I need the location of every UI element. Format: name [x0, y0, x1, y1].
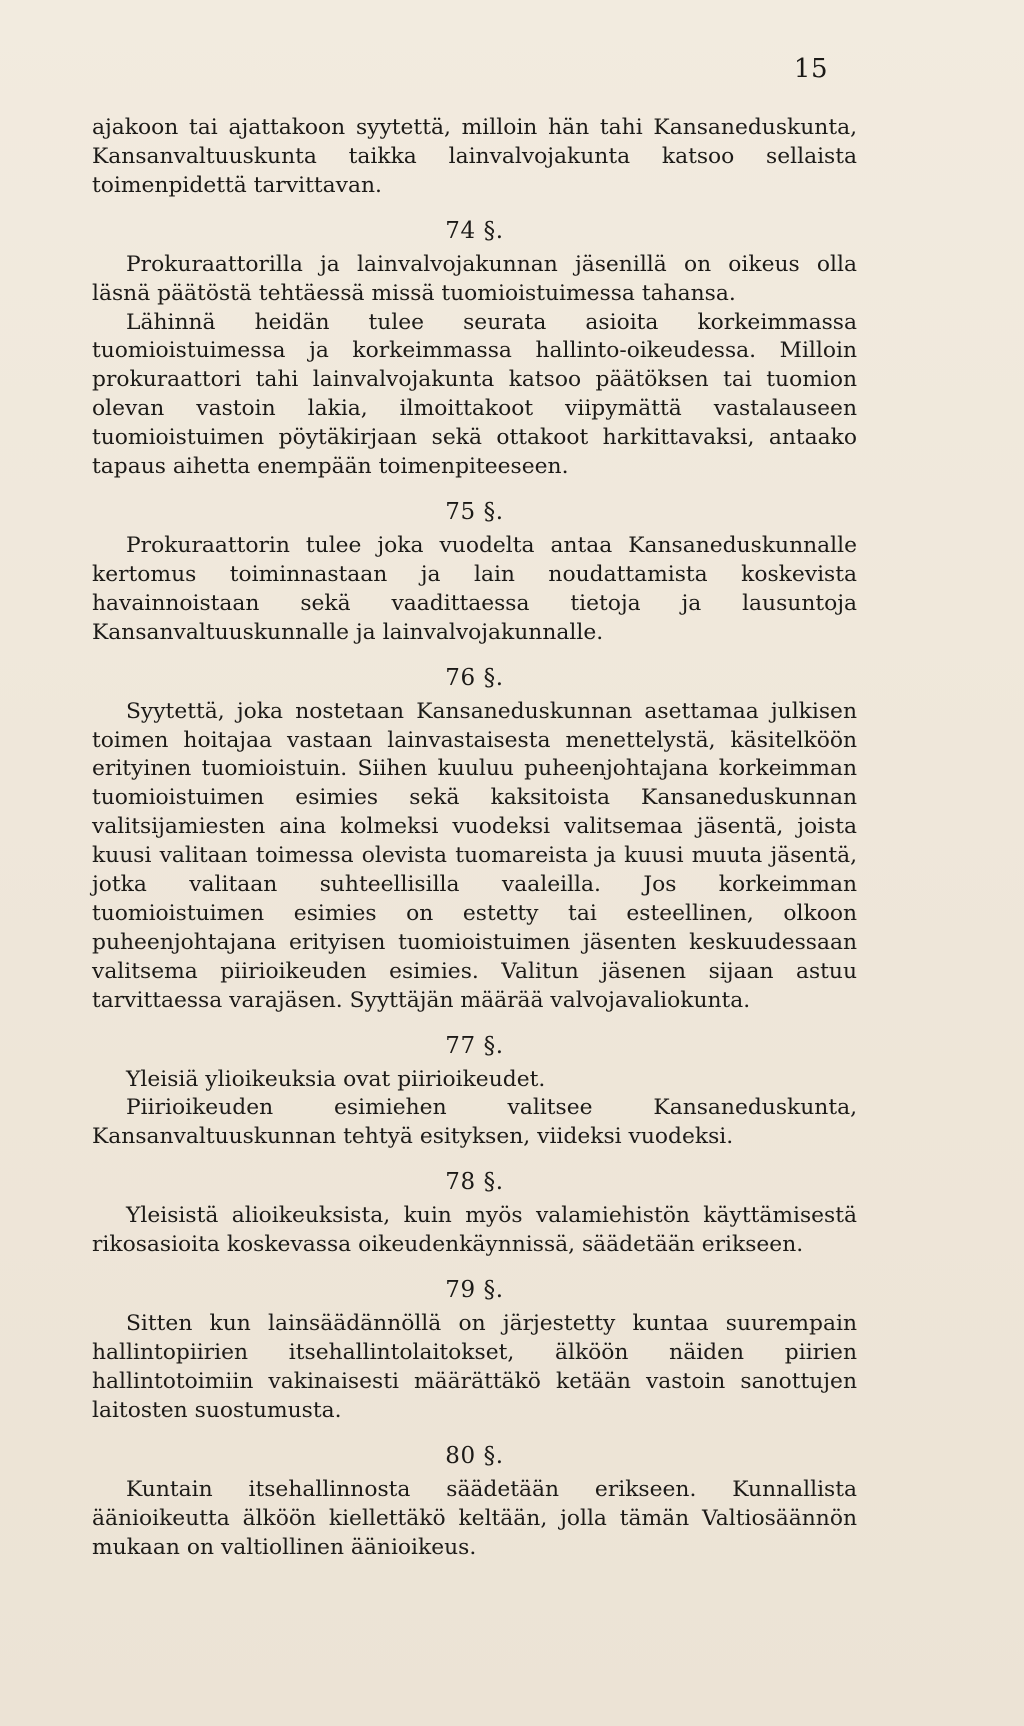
section-77-paragraph-1: Yleisiä ylioikeuksia ovat piirioikeudet. — [126, 1066, 546, 1092]
section-75-paragraph-1: Prokuraattorin tulee joka vuodelta antaa Kansaneduskunnalle kertomus toiminnastaan ja lain noudattamista koskevista havainnoistaan sekä vaadittaessa tietoja ja lausuntoja Kansanvaltuuskunnalle ja lainvalvojakunnalle. — [92, 532, 857, 645]
section-heading-75: 75 §. — [445, 498, 504, 525]
section-74-paragraph-2: Lähinnä heidän tulee seurata asioita korkeimmassa tuomioistuimessa ja korkeimmassa hallinto-oikeudessa. Milloin prokuraattori tahi lainvalvojakunta katsoo päätöksen tai tuomion olevan vastoin lakia, ilmoittakoot viipymättä vastalauseen tuomioistuimen pöytäkirjaan sekä ottakoot harkittavaksi, antaako tapaus aihetta enempään toimenpiteeseen. — [92, 309, 857, 480]
section-77-paragraph-2: Piirioikeuden esimiehen valitsee Kansaneduskunta, Kansanvaltuuskunnan tehtyä esityksen, viideksi vuodeksi. — [92, 1095, 857, 1150]
section-heading-80: 80 §. — [445, 1442, 504, 1469]
page-number: 15 — [793, 54, 828, 84]
section-heading-77: 77 §. — [445, 1032, 504, 1059]
section-78-paragraph-1: Yleisistä alioikeuksista, kuin myös valamiehistön käyttämisestä rikosasioita koskevassa oikeudenkäynnissä, säädetään erikseen. — [92, 1203, 857, 1258]
intro-paragraph: ajakoon tai ajattakoon syytettä, milloin hän tahi Kansaneduskunta, Kansanvaltuuskunta taikka lainvalvojakunta katsoo sellaista toimenpidettä tarvittavan. — [92, 115, 857, 198]
section-heading-79: 79 §. — [445, 1277, 504, 1304]
section-79-paragraph-1: Sitten kun lainsäädännöllä on järjestetty kuntaa suurempain hallintopiirien itsehallintolaitokset, älköön näiden piirien hallintotoimiin vakinaisesti määrättäkö ketään vastoin sanottujen laitosten suostumusta. — [92, 1311, 857, 1423]
section-80-paragraph-1: Kuntain itsehallinnosta säädetään erikseen. Kunnallista äänioikeutta älköön kiellettäkö keltään, jolla tämän Valtiosäännön mukaan on valtiollinen äänioikeus. — [92, 1476, 857, 1560]
page-content — [92, 114, 857, 1562]
section-76-paragraph-1: Syytettä, joka nostetaan Kansaneduskunnan asettamaa julkisen toimen hoitajaa vastaan lainvastaisesta menettelystä, käsitelköön erityinen tuomioistuin. Siihen kuuluu puheenjohtajana korkeimman tuomioistuimen esimies sekä kaksitoista Kansaneduskunnan valitsijamiesten aina kolmeksi vuodeksi valitsemaa jäsentä, joista kuusi valitaan toimessa olevista tuomareista ja kuusi muuta jäsentä, jotka valitaan suhteellisilla vaaleilla. Jos korkeimman tuomioistuimen esimies on estetty tai esteellinen, olkoon puheenjohtajana erityisen tuomioistuimen jäsenten keskuudessaan valitsema piirioikeuden esimies. Valitun jäsenen sijaan astuu tarvittaessa varajäsen. Syyttäjän määrää valvojavaliokunta. — [92, 698, 857, 1013]
section-74-paragraph-1: Prokuraattorilla ja lainvalvojakunnan jäsenillä on oikeus olla läsnä päätöstä tehtäessä missä tuomioistuimessa tahansa. — [92, 251, 857, 306]
section-heading-76: 76 §. — [445, 664, 504, 691]
section-heading-78: 78 §. — [445, 1169, 504, 1196]
section-heading-74: 74 §. — [445, 217, 504, 244]
